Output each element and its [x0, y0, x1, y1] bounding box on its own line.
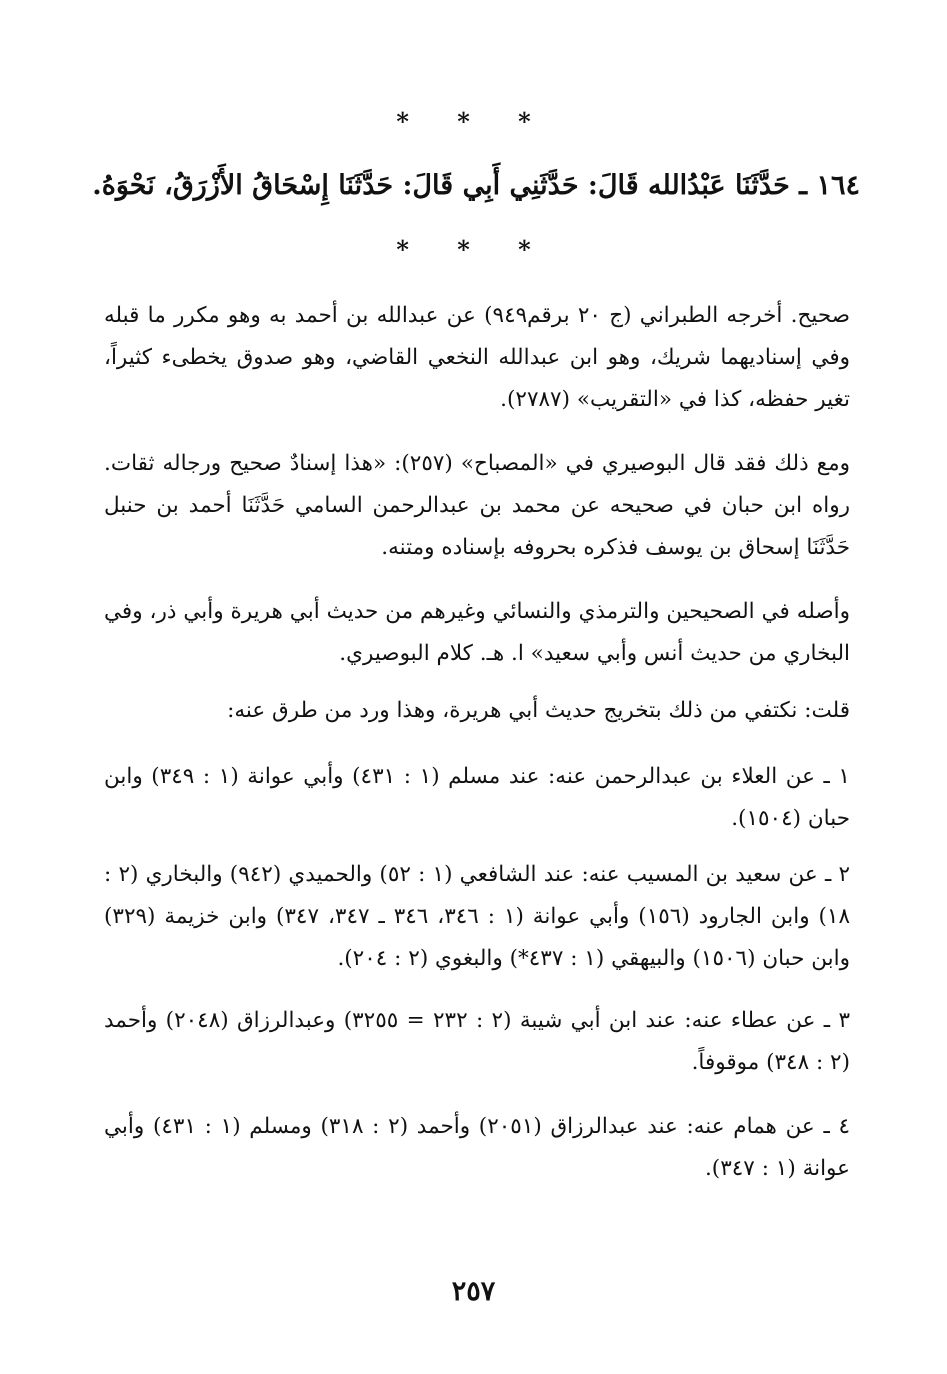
separator-stars-bottom: * * *: [396, 235, 551, 264]
takhrij-item: ٢ ـ عن سعيد بن المسيب عنه: عند الشافعي (١ : ٥٢) والحميدي (٩٤٢) والبخاري (٢ : ١٨) وابن الجارود (١٥٦) وأبي عوانة (١ : ٣٤٦، ٣٤٦ ـ ٣٤٧، ٣٤٧) وابن خزيمة (٣٢٩) وابن حبان (١٥٠٦) والبيهقي (١ : ٤٣٧*) والبغوي (٢ : ٢٠٤).: [104, 862, 850, 971]
page-number: ٢٥٧: [451, 1276, 496, 1307]
takhrij-item: ٣ ـ عن عطاء عنه: عند ابن أبي شيبة (٢ : ٢٣٢ = ٣٢٥٥) وعبدالرزاق (٢٠٤٨) وأحمد (٢ : ٣٤٨) موقوفاً.: [104, 1008, 850, 1075]
takhrij-item: ١ ـ عن العلاء بن عبدالرحمن عنه: عند مسلم (١ : ٤٣١) وأبي عوانة (١ : ٣٤٩) وابن حبان (١٥٠٤).: [104, 764, 850, 831]
commentary-paragraph: صحيح. أخرجه الطبراني (ج ٢٠ برقم٩٤٩) عن عبدالله بن أحمد به وهو مكرر ما قبله وفي إسناديهما شريك، وهو ابن عبدالله النخعي القاضي، وهو صدوق يخطىء كثيراً، تغير حفظه، كذا في «التقريب» (٢٧٨٧).: [104, 303, 850, 412]
commentary-paragraph: قلت: نكتفي من ذلك بتخريج حديث أبي هريرة، وهذا ورد من طرق عنه:: [227, 698, 850, 723]
takhrij-item: ٤ ـ عن همام عنه: عند عبدالرزاق (٢٠٥١) وأحمد (٢ : ٣١٨) ومسلم (١ : ٤٣١) وأبي عوانة (١ : ٣٤٧).: [104, 1114, 850, 1181]
commentary-paragraph: وأصله في الصحيحين والترمذي والنسائي وغيرهم من حديث أبي هريرة وأبي ذر، وفي البخاري من حديث أنس وأبي سعيد» ا. هـ. كلام البوصيري.: [104, 599, 850, 666]
hadith-text: ١٦٤ ـ حَدَّثَنَا عَبْدُالله قَالَ: حَدَّثَنِي أَبِي قَالَ: حَدَّثَنَا إِسْحَاقُ الأَزْرَقُ، نَحْوَهُ.: [92, 170, 860, 201]
commentary-paragraph: ومع ذلك فقد قال البوصيري في «المصباح» (٢٥٧): «هذا إسنادٌ صحيح ورجاله ثقات. رواه ابن حبان في صحيحه عن محمد بن عبدالرحمن السامي حَدَّثَنَا أحمد بن حنبل حَدَّثَنَا إسحاق بن يوسف فذكره بحروفه بإسناده ومتنه.: [104, 451, 851, 560]
separator-stars-top: * * *: [396, 107, 551, 136]
